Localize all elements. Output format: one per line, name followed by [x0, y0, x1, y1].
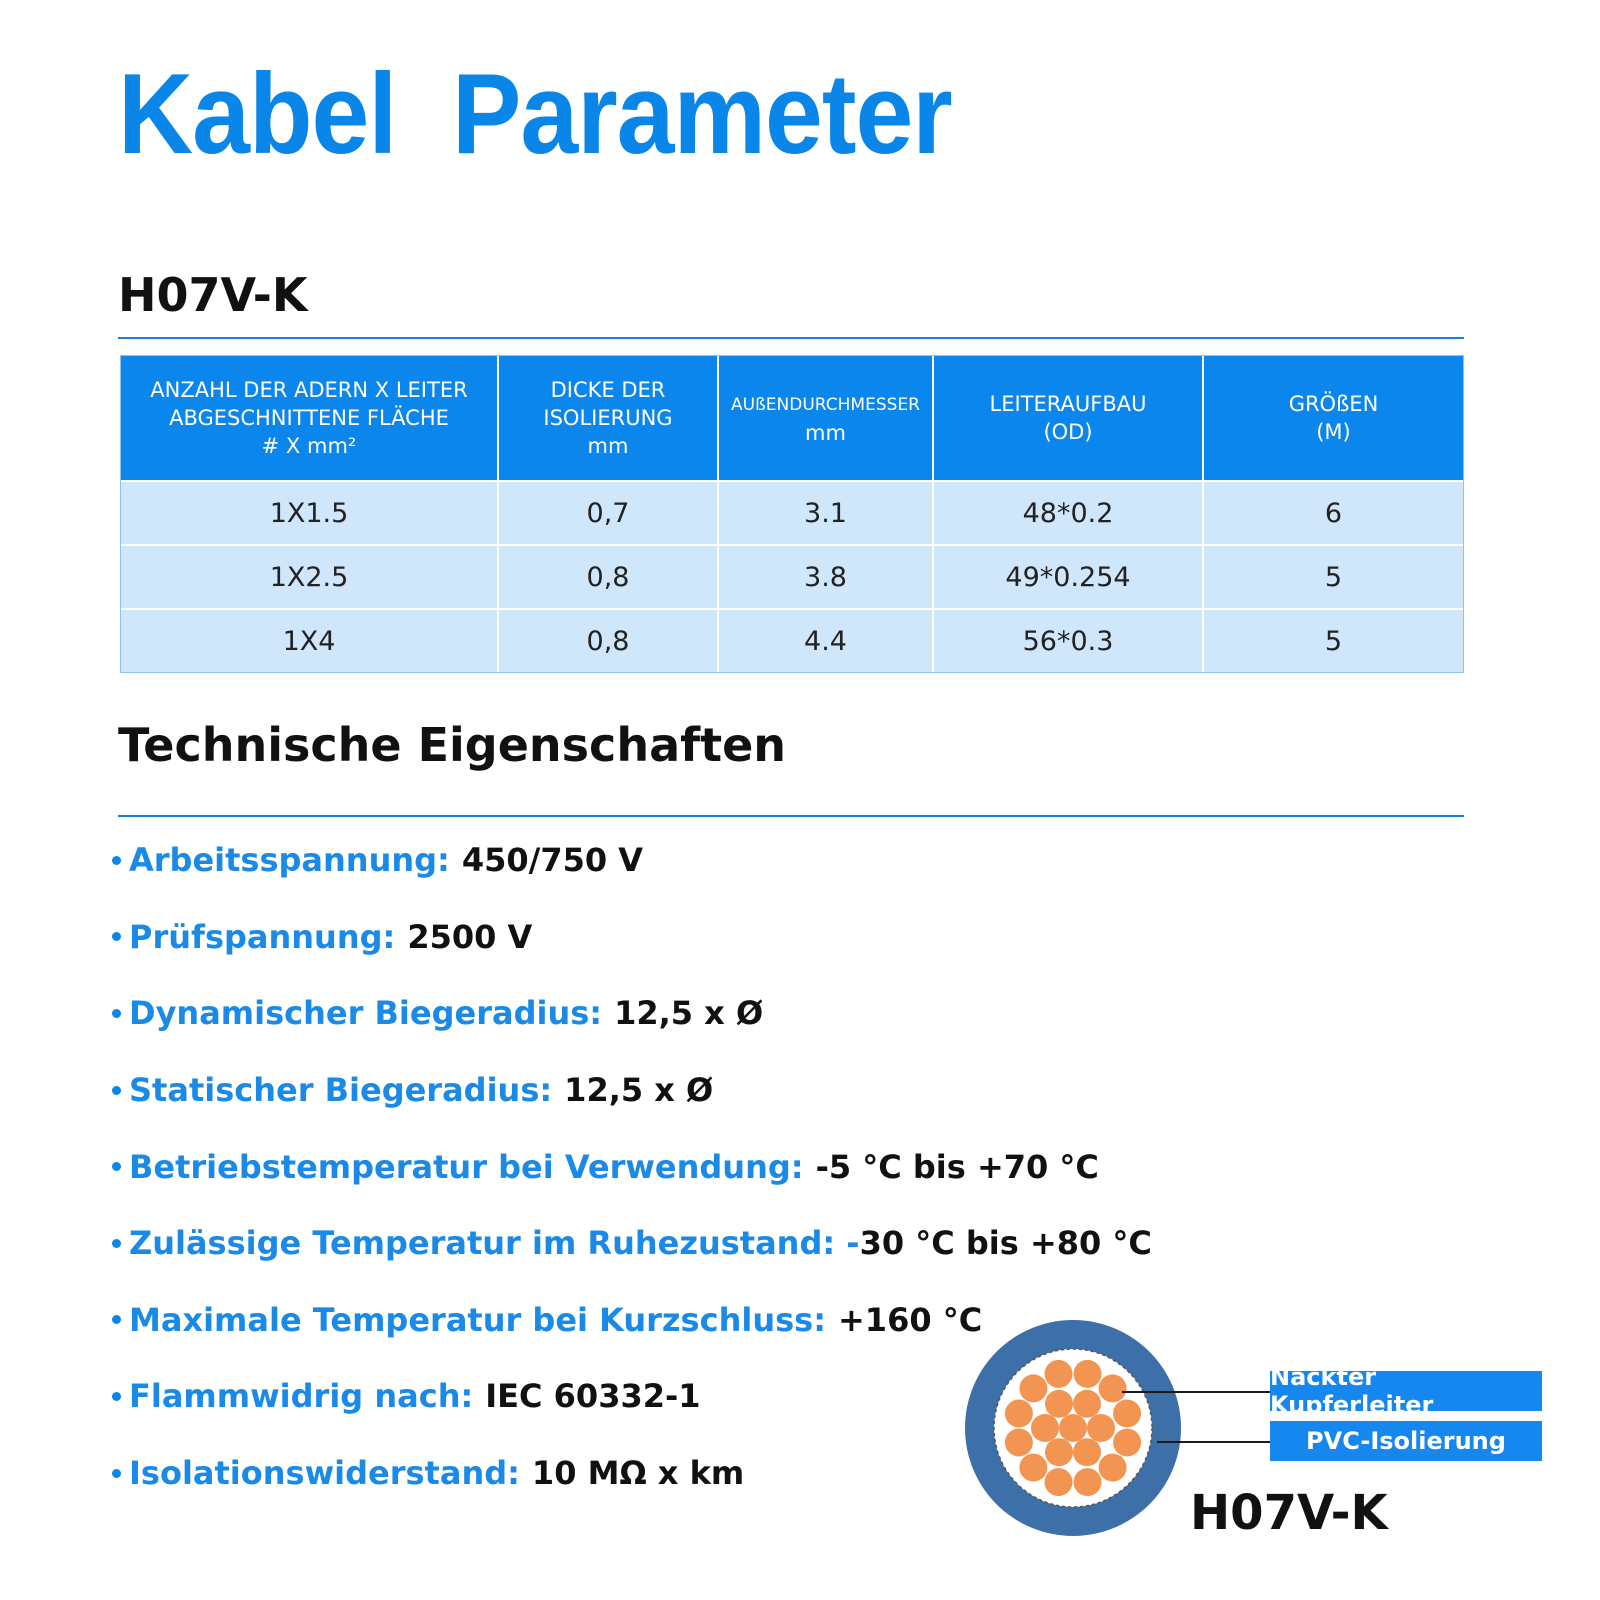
property-value: 2500 V	[407, 917, 533, 956]
table-row	[121, 481, 1463, 545]
header-line: (M)	[1316, 420, 1351, 444]
property-label: Prüfspannung:	[129, 917, 396, 956]
table-cell: 1X4	[121, 609, 498, 672]
property-label: Maximale Temperatur bei Kurzschluss:	[129, 1300, 826, 1339]
property-label: Betriebstemperatur bei Verwendung:	[129, 1147, 804, 1186]
divider	[118, 815, 1464, 817]
table-row	[121, 609, 1463, 672]
table-cell: 0,8	[498, 609, 718, 672]
copper-strand	[1005, 1429, 1033, 1457]
copper-strand	[1019, 1374, 1047, 1402]
list-item	[112, 822, 1152, 899]
copper-strand	[1074, 1468, 1102, 1496]
property-value: 12,5 x Ø	[564, 1071, 714, 1110]
property-value: 12,5 x Ø	[614, 994, 764, 1033]
cable-cross-section-icon	[963, 1318, 1183, 1538]
header-length	[1203, 356, 1463, 481]
bullet-icon	[112, 1315, 121, 1324]
bullet-icon	[112, 1009, 121, 1018]
header-line: (OD)	[1043, 420, 1093, 444]
list-item	[112, 1205, 1152, 1282]
table-cell: 0,8	[498, 545, 718, 609]
bullet-icon	[112, 856, 121, 865]
copper-strand	[1059, 1414, 1087, 1442]
list-item	[112, 899, 1152, 976]
conductor-label: Nackter Kupferleiter	[1270, 1371, 1542, 1411]
header-line: ABGESCHNITTENE FLÄCHE	[169, 406, 449, 430]
bullet-icon	[112, 1162, 121, 1171]
table-cell: 6	[1203, 481, 1463, 545]
table-cell: 56*0.3	[933, 609, 1203, 672]
table-cell: 3.1	[718, 481, 933, 545]
bullet-icon	[112, 1469, 121, 1478]
property-value: 30 °C bis +80 °C	[859, 1224, 1152, 1263]
tech-heading: Technische Eigenschaften	[118, 718, 787, 772]
header-conductor-structure	[933, 356, 1203, 481]
header-line: mm	[805, 421, 846, 445]
property-value: 10 MΩ x km	[531, 1454, 745, 1493]
table-cell: 5	[1203, 609, 1463, 672]
list-item	[112, 1052, 1152, 1129]
bullet-icon	[112, 1086, 121, 1095]
table-cell: 0,7	[498, 481, 718, 545]
table-cell: 5	[1203, 545, 1463, 609]
property-label: Statischer Biegeradius:	[129, 1071, 553, 1110]
copper-strand	[1031, 1414, 1059, 1442]
copper-strand	[1074, 1360, 1102, 1388]
header-line: AUßENDURCHMESSER	[731, 395, 920, 415]
copper-strand	[1073, 1390, 1101, 1418]
list-item	[112, 1128, 1152, 1205]
page-title: Kabel Parameter	[118, 50, 952, 179]
bullet-icon	[112, 932, 121, 941]
copper-strand	[1019, 1454, 1047, 1482]
table-cell: 49*0.254	[933, 545, 1203, 609]
copper-strand	[1005, 1400, 1033, 1428]
header-line: # X mm²	[261, 434, 357, 458]
header-line: ISOLIERUNG	[543, 406, 673, 430]
leader-line	[1157, 1441, 1270, 1443]
property-label: Flammwidrig nach:	[129, 1377, 474, 1416]
copper-strand	[1045, 1438, 1073, 1466]
property-value: 450/750 V	[461, 841, 644, 880]
bullet-icon	[112, 1239, 121, 1248]
table-header-row	[121, 356, 1463, 481]
copper-strand	[1099, 1374, 1127, 1402]
property-value: +160 °C	[837, 1300, 983, 1339]
copper-strand	[1073, 1438, 1101, 1466]
copper-strand	[1045, 1468, 1073, 1496]
header-cores-section	[121, 356, 498, 481]
property-label: Arbeitsspannung:	[129, 841, 450, 880]
copper-strand	[1113, 1429, 1141, 1457]
divider	[118, 337, 1464, 339]
table-cell: 3.8	[718, 545, 933, 609]
bullet-icon	[112, 1392, 121, 1401]
copper-strand	[1087, 1414, 1115, 1442]
table-cell: 48*0.2	[933, 481, 1203, 545]
header-line: LEITERAUFBAU	[989, 392, 1147, 416]
copper-strand	[1113, 1400, 1141, 1428]
header-line: mm	[587, 434, 629, 458]
property-label: Isolationswiderstand:	[129, 1454, 520, 1493]
copper-strand	[1045, 1390, 1073, 1418]
table-cell: 4.4	[718, 609, 933, 672]
header-line: DICKE DER	[550, 378, 666, 402]
insulation-label: PVC-Isolierung	[1270, 1421, 1542, 1461]
header-insulation-thickness	[498, 356, 718, 481]
property-label: Zulässige Temperatur im Ruhezustand: -	[129, 1224, 860, 1263]
spec-table	[121, 356, 1463, 672]
model-heading: H07V-K	[118, 268, 308, 322]
diagram-model-label: H07V-K	[1190, 1485, 1388, 1541]
copper-strand	[1045, 1360, 1073, 1388]
table-cell: 1X2.5	[121, 545, 498, 609]
header-line: GRÖßEN	[1288, 392, 1379, 416]
property-label: Dynamischer Biegeradius:	[129, 994, 603, 1033]
table-row	[121, 545, 1463, 609]
leader-line	[1122, 1391, 1270, 1393]
header-outer-diameter	[718, 356, 933, 481]
header-line: ANZAHL DER ADERN X LEITER	[150, 378, 468, 402]
copper-strand	[1099, 1454, 1127, 1482]
list-item	[112, 975, 1152, 1052]
property-value: IEC 60332-1	[485, 1377, 701, 1416]
table-cell: 1X1.5	[121, 481, 498, 545]
property-value: -5 °C bis +70 °C	[815, 1147, 1099, 1186]
